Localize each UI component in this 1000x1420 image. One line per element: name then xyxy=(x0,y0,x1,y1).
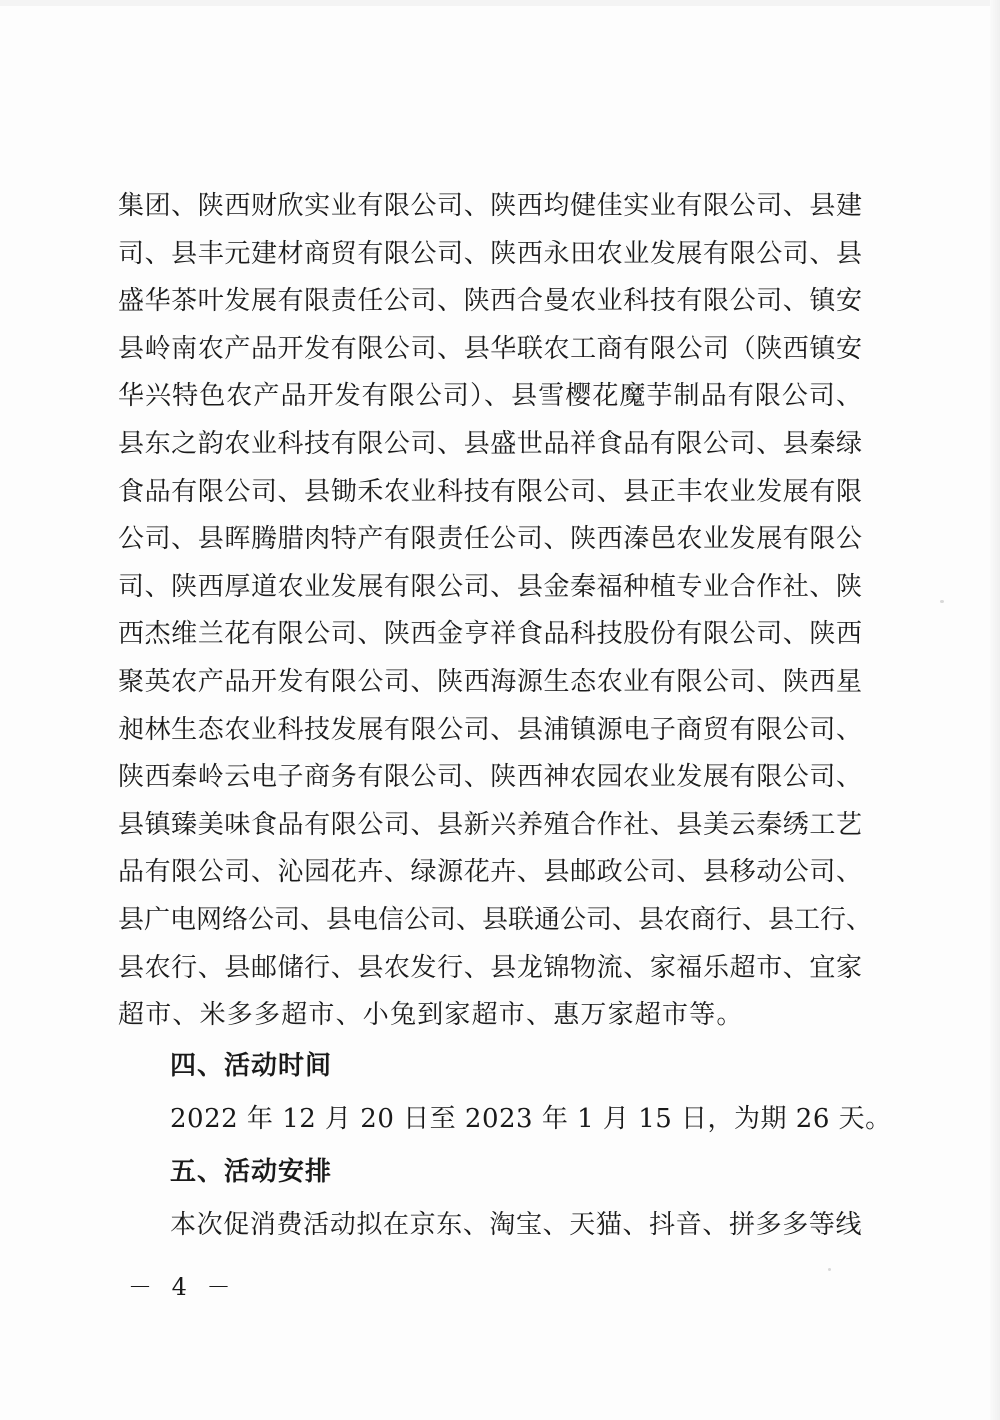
activity-time-text: 2022 年 12 月 20 日至 2023 年 1 月 15 日，为期 26 天。 xyxy=(170,1103,892,1134)
text-line: 县农行、县邮储行、县农发行、县龙锦物流、家福乐超市、宜家 xyxy=(118,952,862,983)
text-line: 聚英农产品开发有限公司、陕西海源生态农业有限公司、陕西星 xyxy=(118,666,862,697)
text-line: 超市、米多多超市、小兔到家超市、惠万家超市等。 xyxy=(118,1000,744,1031)
text-line: 司、陕西厚道农业发展有限公司、县金秦福种植专业合作社、陕 xyxy=(118,571,862,602)
text-line: 集团、陕西财欣实业有限公司、陕西均健佳实业有限公司、县建 xyxy=(118,191,862,221)
text-line: 食品有限公司、县锄禾农业科技有限公司、县正丰农业发展有限 xyxy=(118,476,862,507)
scan-speck xyxy=(828,1268,831,1271)
text-line: 昶林生态农业科技发展有限公司、县浦镇源电子商贸有限公司、 xyxy=(118,714,862,745)
scan-speck xyxy=(940,600,944,603)
page-number: － 4 － xyxy=(128,1273,237,1301)
text-line: 西杰维兰花有限公司、陕西金亨祥食品科技股份有限公司、陕西 xyxy=(118,619,862,650)
text-line: 品有限公司、沁园花卉、绿源花卉、县邮政公司、县移动公司、 xyxy=(118,857,862,888)
text-line: 司、县丰元建材商贸有限公司、陕西永田农业发展有限公司、县 xyxy=(118,238,862,269)
text-line: 盛华茶叶发展有限责任公司、陕西合曼农业科技有限公司、镇安 xyxy=(118,286,862,317)
scan-edge-right xyxy=(990,0,1000,1420)
body-text xyxy=(118,183,892,1252)
section-heading-activity-arrangement: 五、活动安排 xyxy=(170,1156,333,1187)
section-heading-activity-time: 四、活动时间 xyxy=(170,1050,333,1081)
text-line: 县广电网络公司、县电信公司、县联通公司、县农商行、县工行、 xyxy=(118,904,873,935)
text-line: 陕西秦岭云电子商务有限公司、陕西神农园农业发展有限公司、 xyxy=(118,762,862,793)
text-line: 县镇臻美味食品有限公司、县新兴养殖合作社、县美云秦绣工艺 xyxy=(118,809,862,840)
text-line: 县东之韵农业科技有限公司、县盛世品祥食品有限公司、县秦绿 xyxy=(118,428,862,459)
text-line: 华兴特色农产品开发有限公司）、县雪樱花魔芋制品有限公司、 xyxy=(118,381,862,412)
scan-edge-top xyxy=(0,0,1000,6)
text-line: 县岭南农产品开发有限公司、县华联农工商有限公司（陕西镇安 xyxy=(118,333,862,364)
text-line: 公司、县晖腾腊肉特产有限责任公司、陕西溱邑农业发展有限公 xyxy=(118,524,862,555)
activity-arrangement-text: 本次促消费活动拟在京东、淘宝、天猫、抖音、拼多多等线 xyxy=(170,1209,862,1240)
